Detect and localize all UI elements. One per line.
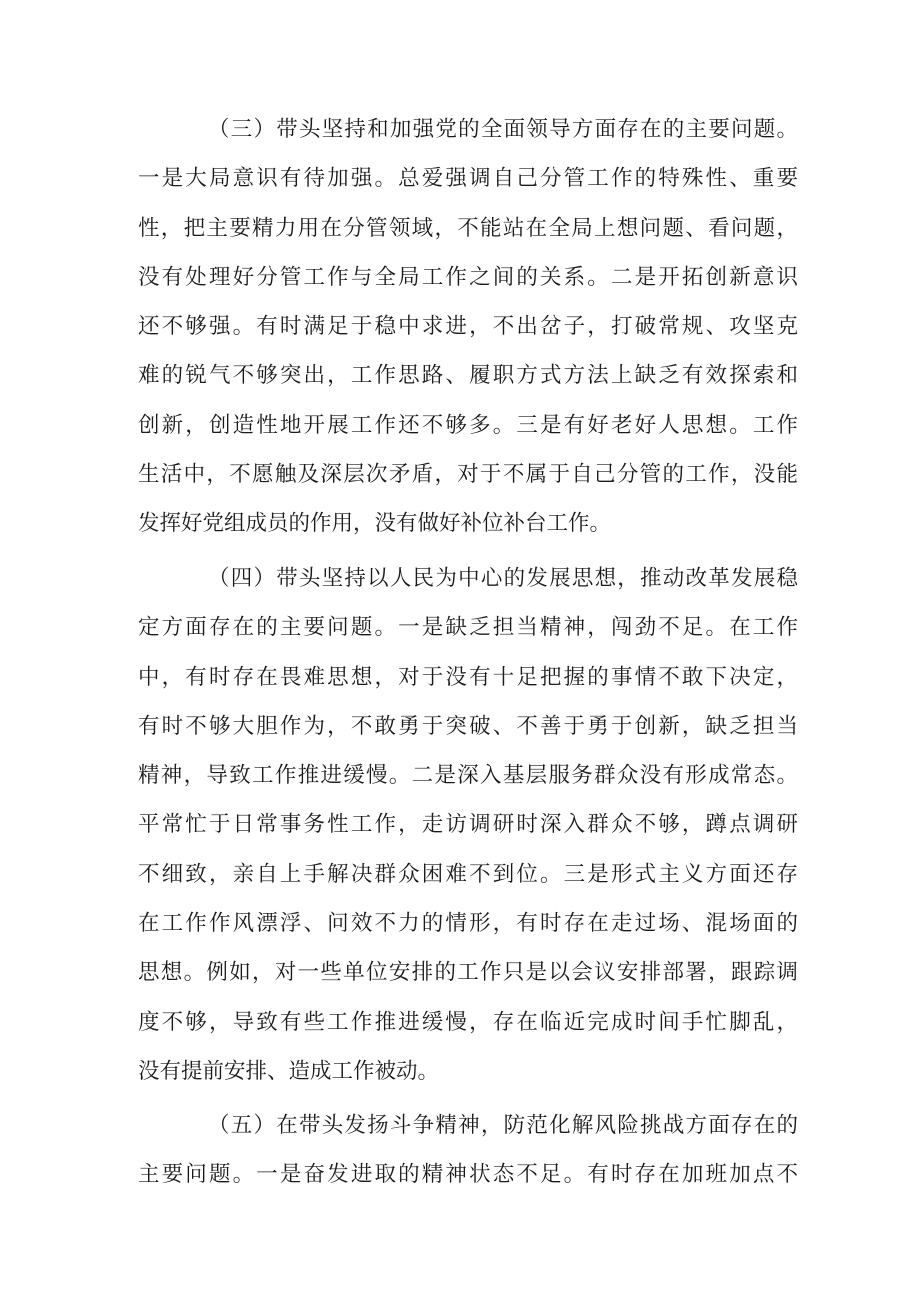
paragraph-section-3 bbox=[138, 105, 798, 549]
paragraph-section-4 bbox=[138, 554, 798, 1096]
paragraph-section-5 bbox=[138, 1101, 798, 1200]
text-line: 度不够，导致有些工作推进缓慢，存在临近完成时间手忙脚乱， bbox=[138, 1009, 798, 1035]
text-line: 发挥好党组成员的作用，没有做好补位补台工作。 bbox=[138, 511, 612, 537]
text-line: 性，把主要精力用在分管领域，不能站在全局上想问题、看问题， bbox=[138, 215, 798, 241]
text-line: 主要问题。一是奋发进取的精神状态不足。有时存在加班加点不 bbox=[138, 1162, 798, 1188]
text-line: 有时不够大胆作为，不敢勇于突破、不善于勇于创新，缺乏担当 bbox=[138, 713, 798, 739]
text-line: 平常忙于日常事务性工作，走访调研时深入群众不够，蹲点调研 bbox=[138, 812, 798, 838]
text-line: 没有处理好分管工作与全局工作之间的关系。二是开拓创新意识 bbox=[138, 264, 798, 290]
text-line: 不细致，亲自上手解决群众困难不到位。三是形式主义方面还存 bbox=[138, 861, 798, 887]
text-line: 没有提前安排、造成工作被动。 bbox=[138, 1058, 440, 1084]
text-line: 一是大局意识有待加强。总爱强调自己分管工作的特殊性、重要 bbox=[138, 166, 798, 192]
text-line: 在工作作风漂浮、问效不力的情形，有时存在走过场、混场面的 bbox=[138, 911, 798, 937]
text-line: 还不够强。有时满足于稳中求进，不出岔子，打破常规、攻坚克 bbox=[138, 314, 798, 340]
text-line: 定方面存在的主要问题。一是缺乏担当精神，闯劲不足。在工作 bbox=[138, 615, 798, 641]
text-line: （三）带头坚持和加强党的全面领导方面存在的主要问题。 bbox=[208, 117, 798, 142]
text-line: 思想。例如，对一些单位安排的工作只是以会议安排部署，跟踪调 bbox=[138, 960, 798, 986]
text-line: 生活中，不愿触及深层次矛盾，对于不属于自己分管的工作，没能 bbox=[138, 462, 798, 488]
text-line: 难的锐气不够突出，工作思路、履职方式方法上缺乏有效探索和 bbox=[138, 363, 798, 389]
text-line: 中，有时存在畏难思想，对于没有十足把握的事情不敢下决定， bbox=[138, 664, 798, 690]
text-line: （五）在带头发扬斗争精神，防范化解风险挑战方面存在的 bbox=[208, 1113, 798, 1138]
text-line: 创新，创造性地开展工作还不够多。三是有好老好人思想。工作 bbox=[138, 412, 798, 438]
text-line: （四）带头坚持以人民为中心的发展思想，推动改革发展稳 bbox=[208, 566, 798, 591]
text-line: 精神，导致工作推进缓慢。二是深入基层服务群众没有形成常态。 bbox=[138, 763, 798, 789]
